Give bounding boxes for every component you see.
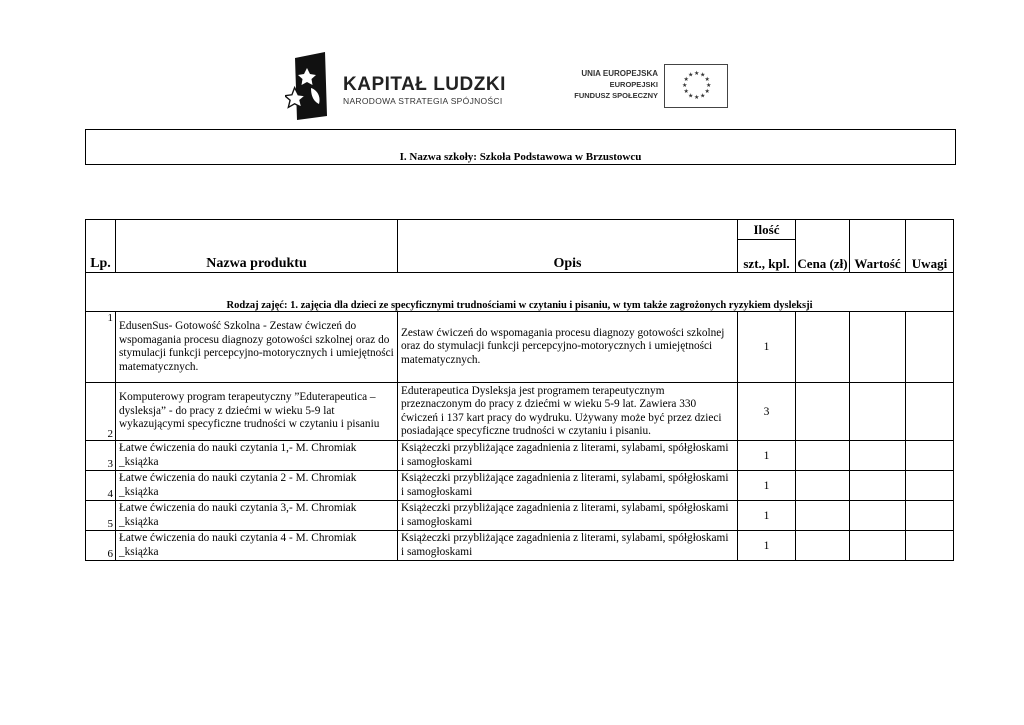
section-title: Rodzaj zajęć: 1. zajęcia dla dzieci ze specyficznymi trudnościami w czytaniu i pisaniu, w tym także zagrożonych ryzykiem dysleksji <box>86 273 954 312</box>
row-value <box>850 471 906 501</box>
table-header-row-1 <box>86 220 954 240</box>
row-qty: 3 <box>738 383 796 441</box>
svg-text:★: ★ <box>700 92 706 100</box>
row-lp: 3 <box>86 441 116 471</box>
kapital-ludzki-emblem-icon <box>285 52 337 122</box>
row-qty: 1 <box>738 312 796 383</box>
row-desc: Eduterapeutica Dysleksja jest programem terapeutycznym przeznaczonym do pracy z dziećmi w wieku 5-9 lat. Zawiera 330 ćwiczeń i 137 kart pracy do wydruku. Używany może być przez dzieci posiadające specyficzne trudności w czytaniu i pisaniu. <box>398 383 738 441</box>
table-row <box>86 441 954 471</box>
header-notes: Uwagi <box>906 220 954 273</box>
svg-text:★: ★ <box>688 71 694 79</box>
header-price: Cena (zł) <box>796 220 850 273</box>
row-name: Komputerowy program terapeutyczny ”Eduterapeutica – dysleksja” - do pracy z dziećmi w wieku 5-9 lat wykazującymi specyficzne trudności w czytaniu i pisaniu <box>116 383 398 441</box>
row-qty: 1 <box>738 501 796 531</box>
svg-text:★: ★ <box>700 71 706 79</box>
row-name: Łatwe ćwiczenia do nauki czytania 2 - M. Chromiak _książka <box>116 471 398 501</box>
kapital-ludzki-title: KAPITAŁ LUDZKI <box>343 74 506 95</box>
svg-text:★: ★ <box>706 82 712 89</box>
header-name: Nazwa produktu <box>116 220 398 273</box>
row-value <box>850 531 906 561</box>
eu-line-2: EUROPEJSKI <box>609 80 658 89</box>
row-notes <box>906 531 954 561</box>
row-qty: 1 <box>738 441 796 471</box>
row-price <box>796 531 850 561</box>
svg-text:★: ★ <box>683 88 689 95</box>
row-value <box>850 501 906 531</box>
eu-line-1: UNIA EUROPEJSKA <box>581 69 658 78</box>
eu-line-3: FUNDUSZ SPOŁECZNY <box>574 91 658 100</box>
header-value: Wartość <box>850 220 906 273</box>
row-price <box>796 312 850 383</box>
row-lp: 6 <box>86 531 116 561</box>
row-value <box>850 312 906 383</box>
row-price <box>796 441 850 471</box>
svg-text:★: ★ <box>704 88 710 95</box>
row-notes <box>906 312 954 383</box>
svg-text:★: ★ <box>704 76 710 83</box>
row-lp: 4 <box>86 471 116 501</box>
row-price <box>796 383 850 441</box>
school-name-box <box>85 129 956 165</box>
row-name: Łatwe ćwiczenia do nauki czytania 4 - M. Chromiak _książka <box>116 531 398 561</box>
row-desc: Książeczki przybliżające zagadnienia z literami, sylabami, spółgłoskami i samogłoskami <box>398 471 738 501</box>
row-qty: 1 <box>738 531 796 561</box>
eu-flag-icon <box>664 64 728 108</box>
section-row <box>86 273 954 312</box>
header-qty-unit: szt., kpl. <box>738 240 796 273</box>
row-notes <box>906 441 954 471</box>
svg-text:★: ★ <box>682 82 688 89</box>
row-value <box>850 383 906 441</box>
row-notes <box>906 471 954 501</box>
table-row <box>86 471 954 501</box>
table-row <box>86 383 954 441</box>
row-desc: Zestaw ćwiczeń do wspomagania procesu diagnozy gotowości szkolnej oraz do stymulacji funkcji percepcyjno-motorycznych i umiejętności matematycznych. <box>398 312 738 383</box>
eu-logo-text <box>574 68 658 101</box>
row-notes <box>906 383 954 441</box>
header-desc: Opis <box>398 220 738 273</box>
table-row <box>86 312 954 383</box>
row-desc: Książeczki przybliżające zagadnienia z literami, sylabami, spółgłoskami i samogłoskami <box>398 441 738 471</box>
row-lp: 2 <box>86 383 116 441</box>
row-name: EdusenSus- Gotowość Szkolna - Zestaw ćwiczeń do wspomagania procesu diagnozy gotowości szkolnej oraz do stymulacji funkcji percepcyjno-motorycznych i umiejętności matematycznych. <box>116 312 398 383</box>
row-price <box>796 471 850 501</box>
svg-text:★: ★ <box>694 94 700 101</box>
svg-text:★: ★ <box>694 70 700 77</box>
svg-text:★: ★ <box>683 76 689 83</box>
row-notes <box>906 501 954 531</box>
header-lp: Lp. <box>86 220 116 273</box>
row-lp: 1 <box>86 312 116 383</box>
kapital-ludzki-subtitle: NARODOWA STRATEGIA SPÓJNOŚCI <box>343 96 503 106</box>
row-lp: 5 <box>86 501 116 531</box>
header-qty: Ilość <box>738 220 796 240</box>
school-name: I. Nazwa szkoły: Szkoła Podstawowa w Brzustowcu <box>399 151 642 163</box>
row-name: Łatwe ćwiczenia do nauki czytania 3,- M. Chromiak _książka <box>116 501 398 531</box>
row-desc: Książeczki przybliżające zagadnienia z literami, sylabami, spółgłoskami i samogłoskami <box>398 501 738 531</box>
kapital-ludzki-logo <box>285 52 505 122</box>
table-row <box>86 531 954 561</box>
svg-text:★: ★ <box>688 92 694 100</box>
row-name: Łatwe ćwiczenia do nauki czytania 1,- M. Chromiak _książka <box>116 441 398 471</box>
row-desc: Książeczki przybliżające zagadnienia z literami, sylabami, spółgłoskami i samogłoskami <box>398 531 738 561</box>
product-table <box>85 219 954 561</box>
row-price <box>796 501 850 531</box>
row-qty: 1 <box>738 471 796 501</box>
row-value <box>850 441 906 471</box>
table-row <box>86 501 954 531</box>
eu-logo <box>570 62 730 112</box>
